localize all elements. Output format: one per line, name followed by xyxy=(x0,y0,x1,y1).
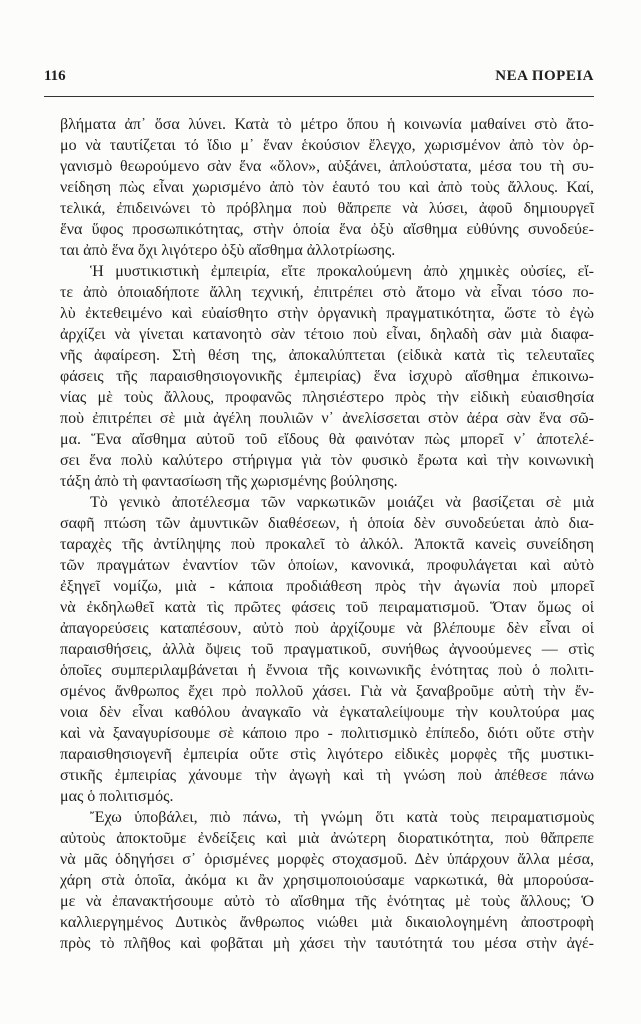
text-line: βλήματα ἀπ᾿ ὅσα λύνει. Κατὰ τὸ μέτρο ὅπου ἡ κοινωνία μαθαίνει στὸ ἄτο- xyxy=(60,116,594,133)
text-line: μο νὰ ταυτίζεται τό ἴδιο μ᾿ ἕναν ἑκούσιον ἔλεγχο, χωρισμένον ἀπὸ τὸν ὀρ- xyxy=(60,137,594,154)
text-line: σμένος ἄνθρωπος ἔχει πρὸ πολλοῦ χάσει. Γιὰ νὰ ξαναβροῦμε αὐτὴ τὴν ἔν- xyxy=(60,683,594,700)
text-line: μας ὁ πολιτισμός. xyxy=(60,788,174,805)
text-line: νὰ μᾶς ὁδηγήσει σ᾿ ὁρισμένες μορφὲς στοχασμοῦ. Δὲν ὑπάρχουν ἄλλα μέσα, xyxy=(60,851,594,868)
text-line: ἕνα ὕφος προσωπικότητας, στὴν ὁποία ἕνα ὀξὺ αἴσθημα εὐθύνης συνοδεύε- xyxy=(60,221,594,238)
paragraph xyxy=(60,807,594,954)
running-header xyxy=(44,68,594,90)
body-text xyxy=(60,114,594,954)
text-line: μα. Ἕνα αἴσθημα αὐτοῦ τοῦ εἴδους θὰ φαινόταν πὼς μπορεῖ ν᾿ ἀποτελέ- xyxy=(60,431,594,448)
paragraph xyxy=(60,261,594,492)
text-line: ποὺ ἐπιτρέπει σὲ μιὰ ἀγέλη πουλιῶν ν᾿ ἀνελίσσεται στὸν ἀέρα σὰν ἕνα σῶ- xyxy=(60,410,594,427)
text-line: ταραχὲς τῆς ἀντίληψης ποὺ προκαλεῖ τὸ ἀλκόλ. Ἀποκτᾶ κανεὶς συνείδηση xyxy=(60,536,594,553)
text-line: γανισμὸ θεωρούμενο σὰν ἕνα «ὅλον», αὐξάνει, ἁπλούστατα, μέσα του τὴ συ- xyxy=(60,158,594,175)
text-line: τε ἀπὸ ὁποιαδήποτε ἄλλη τεχνική, ἐπιτρέπει στὸ ἄτομο νὰ εἶναι τόσο πο- xyxy=(60,284,594,301)
text-line: ἐξηγεῖ νομίζω, μιὰ - κάποια προδιάθεση πρὸς τὴν ἀγωνία ποὺ μπορεῖ xyxy=(60,578,594,595)
page-number: 116 xyxy=(44,68,66,84)
text-line: νοια δὲν εἶναι καθόλου ἀναγκαῖο νὰ ἐγκαταλείψουμε τὴν κουλτούρα μας xyxy=(60,704,594,721)
text-line: σαφῆ πτώση τῶν ἀμυντικῶν διαθέσεων, ἡ ὁποία δὲν συνοδεύεται ἀπὸ δια- xyxy=(60,515,594,532)
text-line: χάρη στὰ ὁποῖα, ἀκόμα κι ἂν χρησιμοποιούσαμε ναρκωτικά, θὰ μπορούσα- xyxy=(60,872,594,889)
text-line: Ἔχω ὑποβάλει, πιὸ πάνω, τὴ γνώμη ὅτι κατὰ τοὺς πειραματισμοὺς xyxy=(90,809,594,826)
text-line: παραισθήσεις, ἀλλὰ ὄψεις τοῦ πραγματικοῦ, συνήθως ἀγνοούμενες — στὶς xyxy=(60,641,594,658)
text-line: νίας μὲ τοὺς ἄλλους, προφανῶς πλησιέστερο πρὸς τὴν εἰδικὴ εὐαισθησία xyxy=(60,389,594,406)
text-line: νείδηση πὼς εἶναι χωρισμένο ἀπὸ τὸν ἑαυτό του καὶ ἀπὸ τοὺς ἄλλους. Καί, xyxy=(60,179,594,196)
header-rule xyxy=(44,96,594,97)
text-line: με νὰ ἐπανακτήσουμε αὐτὸ τὸ αἴσθημα τῆς ἑνότητας μὲ τοὺς ἄλλους; Ὁ xyxy=(60,893,594,910)
journal-title: ΝΕΑ ΠΟΡΕΙΑ xyxy=(495,68,594,84)
text-line: Ἡ μυστικιστικὴ ἐμπειρία, εἴτε προκαλούμενη ἀπὸ χημικὲς οὐσίες, εἴ- xyxy=(90,263,594,280)
paragraph xyxy=(60,114,594,261)
text-line: φάσεις τῆς παραισθησιογονικῆς ἐμπειρίας) ἕνα ἰσχυρὸ αἴσθημα ἐπικοινω- xyxy=(60,368,594,385)
paragraph xyxy=(60,492,594,807)
text-line: τελικά, ἐπιδεινώνει τὸ πρόβλημα ποὺ θἄπρεπε νὰ λύσει, ἀφοῦ δημιουργεῖ xyxy=(60,200,594,217)
text-line: λὺ ἐκτεθειμένο καὶ εὐαίσθητο στὴν ὀργανικὴ πραγματικότητα, ὥστε τὸ ἐγὼ xyxy=(60,305,594,322)
text-line: καὶ νὰ ξαναγυρίσουμε σὲ κάποιο προ - πολιτισμικὸ ἐπίπεδο, διότι οὔτε στὴν xyxy=(60,725,594,742)
text-line: Τὸ γενικὸ ἀποτέλεσμα τῶν ναρκωτικῶν μοιάζει νὰ βασίζεται σὲ μιὰ xyxy=(90,494,594,511)
text-line: ὁποῖες συμπεριλαμβάνεται ἡ ἔννοια τῆς κοινωνικῆς ἑνότητας ποὺ ὁ πολιτι- xyxy=(60,662,594,679)
text-line: σει ἕνα πολὺ καλύτερο στήριγμα γιὰ τὸν φυσικὸ ἔρωτα καὶ τὴν κοινωνικὴ xyxy=(60,452,594,469)
text-line: ται ἀπὸ ἕνα ὄχι λιγότερο ὀξὺ αἴσθημα ἀλλοτρίωσης. xyxy=(60,242,396,259)
text-line: αὐτοὺς ἀποκτοῦμε ἐνδείξεις καὶ μιὰ ἀνώτερη διορατικότητα, ποὺ θἄπρεπε xyxy=(60,830,594,847)
text-line: ἀρχίζει νὰ γίνεται κατανοητὸ σὰν τέτοιο ποὺ εἶναι, δηλαδὴ σὰν μιὰ διαφα- xyxy=(60,326,594,343)
text-line: νῆς ἀφαίρεση. Στὴ θέση της, ἀποκαλύπτεται (εἰδικὰ κατὰ τὶς τελευταῖες xyxy=(60,347,594,364)
text-line: νὰ ἐκδηλωθεῖ κατὰ τὶς πρῶτες φάσεις τοῦ πειραματισμοῦ. Ὅταν ὅμως οἱ xyxy=(60,599,594,616)
text-line: καλλιεργημένος Δυτικὸς ἄνθρωπος νιώθει μιὰ δικαιολογημένη ἀποστροφὴ xyxy=(60,914,594,931)
text-line: ἀπαγορεύσεις καταπέσουν, αὐτὸ ποὺ ἀρχίζουμε νὰ βλέπουμε δὲν εἶναι οἱ xyxy=(60,620,594,637)
text-line: τάξη ἀπὸ τὴ φαντασίωση τῆς χωρισμένης βούλησης. xyxy=(60,473,398,490)
text-line: τῶν πραγμάτων ἐναντίον τῶν ὁποίων, κανονικά, προφυλάγεται καὶ αὐτὸ xyxy=(60,557,594,574)
text-line: πρὸς τὸ πλῆθος καὶ φοβᾶται μὴ χάσει τὴν ταυτότητά του μέσα στὴν ἀγέ- xyxy=(60,935,594,952)
text-line: παραισθησιογενῆ ἐμπειρία οὔτε στὶς λιγότερο εἰδικὲς μορφὲς τῆς μυστικι- xyxy=(60,746,594,763)
text-line: στικῆς ἐμπειρίας χάνουμε τὴν ἀγωγὴ καὶ τὴ γνώση ποὺ ἀπέθεσε πάνω xyxy=(60,767,594,784)
